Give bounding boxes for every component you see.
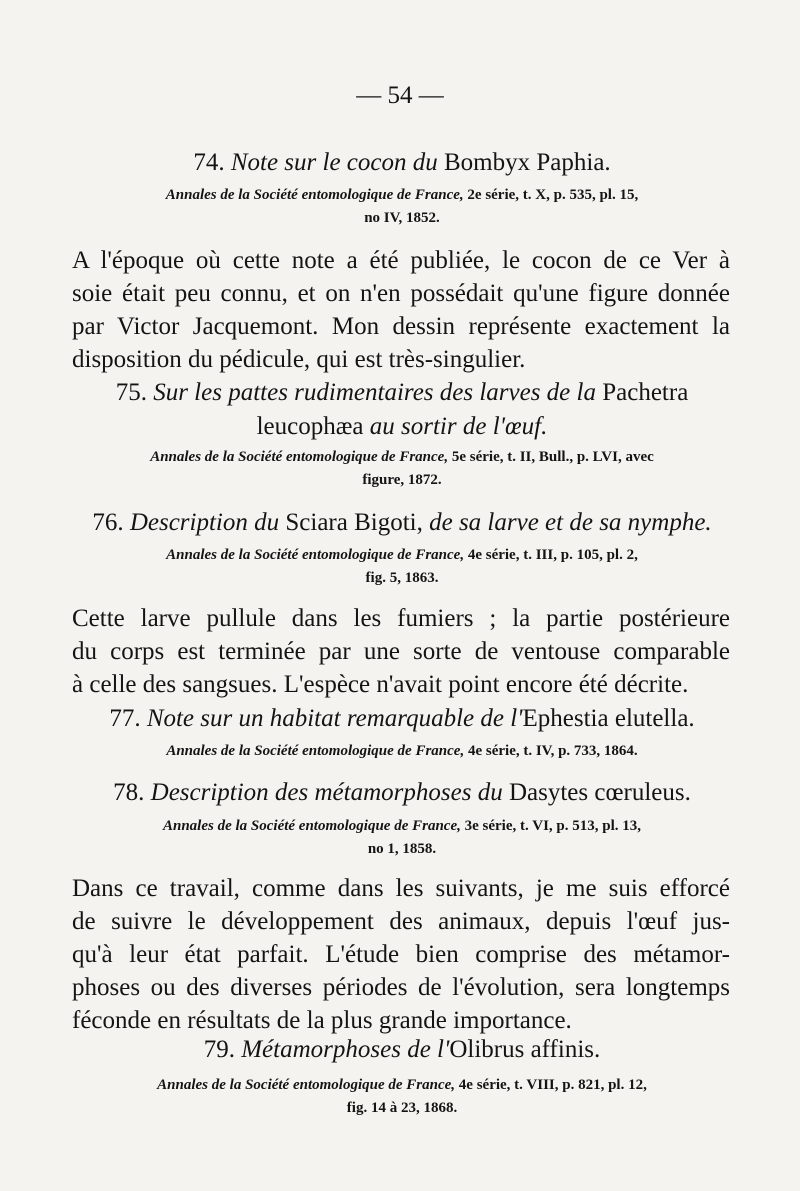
entry-title-78: 78. Description des métamorphoses du Dasytes cœruleus. bbox=[113, 779, 691, 806]
reference-75: Annales de la Société entomologique de France, 5e série, t. II, Bull., p. LVI, avec figure, 1872. bbox=[150, 449, 654, 488]
entry-title-75: 75. Sur les pattes rudimentaires des larves de la Pachetra leucophæa au sortir de l'œuf. bbox=[115, 379, 689, 440]
reference-77: Annales de la Société entomologique de France, 4e série, t. IV, p. 733, 1864. bbox=[166, 743, 638, 759]
reference-74: Annales de la Société entomologique de France, 2e série, t. X, p. 535, pl. 15, no IV, 1852. bbox=[165, 187, 639, 226]
reference-78: Annales de la Société entomologique de France, 3e série, t. VI, p. 513, pl. 13, no 1, 1858. bbox=[162, 818, 642, 857]
entry-title-74: 74. Note sur le cocon du Bombyx Paphia. bbox=[193, 149, 611, 176]
entry-title-76: 76. Description du Sciara Bigoti, de sa larve et de sa nymphe. bbox=[92, 509, 712, 536]
paragraph-76: Cette larve pullule dans les fumiers ; la partie postérieure du corps est terminée par une sorte de ventouse comparable à celle des sangsues. L'espèce n'avait point encore été décrite. bbox=[72, 605, 730, 698]
reference-79: Annales de la Société entomologique de France, 4e série, t. VIII, p. 821, pl. 12, fig. 14 à 23, 1868. bbox=[157, 1077, 647, 1116]
reference-76: Annales de la Société entomologique de France, 4e série, t. III, p. 105, pl. 2, fig. 5, 1863. bbox=[166, 547, 638, 586]
paragraph-74: A l'époque où cette note a été publiée, le cocon de ce Ver à soie était peu connu, et on n'en possédait qu'une figure donnée par Victor Jacquemont. Mon dessin représente exactement la disposition du pédicule, qui est très-singulier. bbox=[72, 247, 730, 373]
entry-title-79: 79. Métamorphoses de l'Olibrus affinis. bbox=[203, 1036, 601, 1063]
paragraph-78: Dans ce travail, comme dans les suivants, je me suis efforcé de suivre le développement des animaux, depuis l'œuf jus- qu'à leur état parfait. L'étude bien comprise des métamor- phoses ou des diverses périodes de l'évolution, sera longtemps féconde en résultats de la plus grande importance. bbox=[72, 875, 730, 1034]
entry-title-77: 77. Note sur un habitat remarquable de l'Ephestia elutella. bbox=[109, 705, 695, 732]
page-number: — 54 — bbox=[356, 82, 444, 109]
